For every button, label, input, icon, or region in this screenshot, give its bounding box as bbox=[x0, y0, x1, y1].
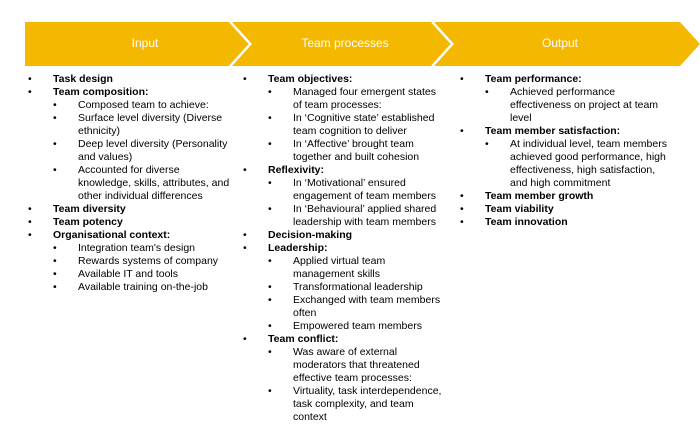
sub-list-item: • Accounted for diverse knowledge, skills, attributes, and other individual differences bbox=[53, 164, 233, 203]
team-processes-column bbox=[243, 73, 446, 424]
list-item bbox=[460, 190, 672, 203]
list-item bbox=[460, 203, 672, 216]
item-heading: • Organisational context: bbox=[53, 229, 171, 241]
list-item bbox=[243, 242, 446, 333]
sub-list bbox=[268, 86, 446, 164]
sub-list-item: • Composed team to achieve: bbox=[53, 99, 233, 112]
sub-list-item: • Available IT and tools bbox=[53, 268, 233, 281]
list-item bbox=[460, 125, 672, 190]
sub-list-item: • Virtuality, task interdependence, task complexity, and team context bbox=[268, 385, 446, 424]
item-heading: • Team innovation bbox=[485, 216, 568, 228]
sub-list bbox=[53, 99, 233, 203]
list-item bbox=[28, 73, 233, 86]
sub-list-item: • Integration team's design bbox=[53, 242, 233, 255]
sub-list bbox=[485, 138, 672, 190]
sub-list-item: • Surface level diversity (Diverse ethnicity) bbox=[53, 112, 233, 138]
sub-list-item: • At individual level, team members achieved good performance, high effectiveness, high satisfaction, and high commitment bbox=[485, 138, 672, 190]
sub-list-item: • Was aware of external moderators that threatened effective team processes: bbox=[268, 346, 446, 385]
sub-list bbox=[268, 346, 446, 424]
item-heading: • Leadership: bbox=[268, 242, 328, 254]
input-column bbox=[28, 73, 233, 294]
item-heading: • Team member growth bbox=[485, 190, 594, 202]
list-item bbox=[243, 164, 446, 229]
bullet-list bbox=[460, 73, 672, 229]
sub-list-item: • In ‘Behavioural’ applied shared leadership with team members bbox=[268, 203, 446, 229]
sub-list-item: • Transformational leadership bbox=[268, 281, 446, 294]
output-column bbox=[460, 73, 672, 229]
sub-list-item: • Rewards systems of company bbox=[53, 255, 233, 268]
list-item bbox=[28, 229, 233, 294]
stage-label-input: Input bbox=[131, 36, 159, 50]
list-item bbox=[28, 216, 233, 229]
item-heading: • Reflexivity: bbox=[268, 164, 325, 176]
item-heading: • Team conflict: bbox=[268, 333, 339, 345]
sub-list-item: • Achieved performance effectiveness on project at team level bbox=[485, 86, 672, 125]
bullet-list bbox=[243, 73, 446, 424]
sub-list-item: • Exchanged with team members often bbox=[268, 294, 446, 320]
bullet-list bbox=[28, 73, 233, 294]
list-item bbox=[243, 229, 446, 242]
item-heading: • Team member satisfaction: bbox=[485, 125, 621, 137]
stage-label-team-processes: Team processes bbox=[301, 36, 389, 50]
sub-list bbox=[268, 177, 446, 229]
list-item bbox=[460, 216, 672, 229]
list-item bbox=[28, 203, 233, 216]
sub-list-item: • Empowered team members bbox=[268, 320, 446, 333]
sub-list-item: • In ‘Motivational’ ensured engagement of team members bbox=[268, 177, 446, 203]
item-heading: • Team composition: bbox=[53, 86, 149, 98]
item-heading: • Team potency bbox=[53, 216, 123, 228]
item-heading: • Team viability bbox=[485, 203, 554, 215]
sub-list bbox=[485, 86, 672, 125]
item-heading: • Team objectives: bbox=[268, 73, 353, 85]
list-item bbox=[243, 73, 446, 164]
item-heading: • Team performance: bbox=[485, 73, 582, 85]
list-item bbox=[243, 333, 446, 424]
item-heading: • Decision-making bbox=[268, 229, 353, 241]
process-banner bbox=[0, 0, 700, 70]
sub-list-item: • Managed four emergent states of team processes: bbox=[268, 86, 446, 112]
sub-list-item: • In ‘Cognitive state’ established team cognition to deliver bbox=[268, 112, 446, 138]
item-heading: • Team diversity bbox=[53, 203, 126, 215]
stage-label-output: Output bbox=[541, 36, 579, 50]
sub-list bbox=[53, 242, 233, 294]
sub-list-item: • Available training on-the-job bbox=[53, 281, 233, 294]
sub-list-item: • Deep level diversity (Personality and values) bbox=[53, 138, 233, 164]
list-item bbox=[460, 73, 672, 125]
item-heading: • Task design bbox=[53, 73, 113, 85]
sub-list bbox=[268, 255, 446, 333]
sub-list-item: • In ‘Affective’ brought team together and built cohesion bbox=[268, 138, 446, 164]
list-item bbox=[28, 86, 233, 203]
sub-list-item: • Applied virtual team management skills bbox=[268, 255, 446, 281]
